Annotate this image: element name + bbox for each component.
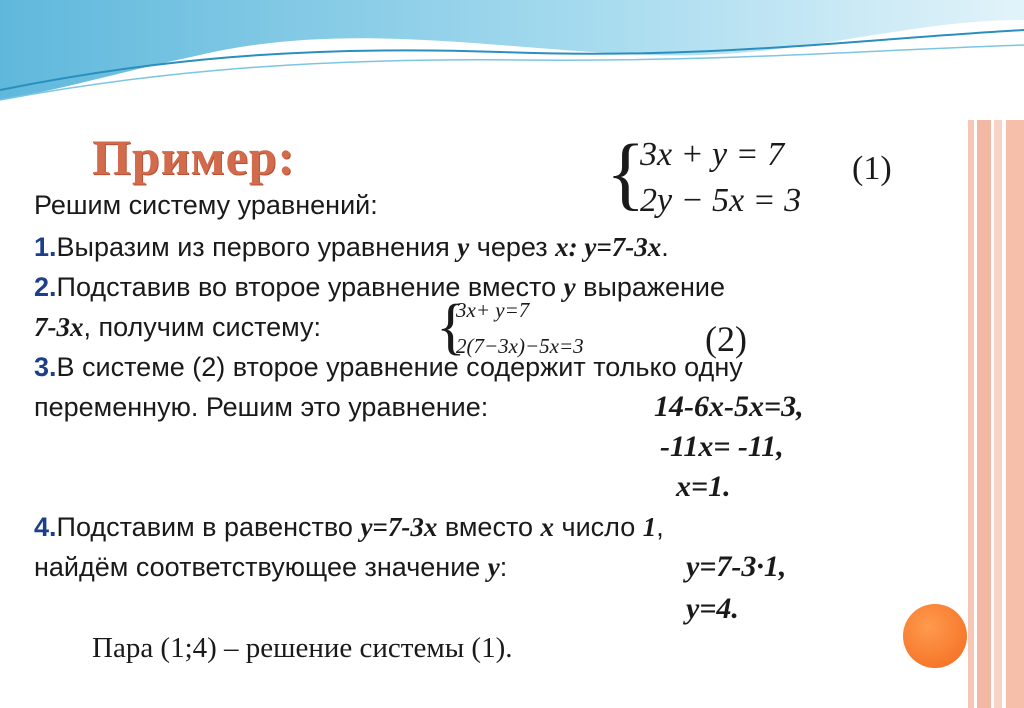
conclusion: Пара (1;4) – решение системы (1). [92,632,513,664]
step-1: 1.Выразим из первого уравнения y через x: y=7-3x. [34,232,669,262]
system1-eq1: 3x + y = 7 [640,136,785,173]
step-2-cont: 7-3x, получим систему: [34,312,322,342]
accent-dot [903,604,967,668]
system2-eq1: 3x+ y=7 [456,298,530,322]
system1-eq2: 2y − 5x = 3 [640,182,802,219]
step-number: 1. [34,232,57,262]
step-number: 4. [34,512,57,542]
system2-label: (2) [705,319,747,359]
step-number: 3. [34,352,57,382]
step-4-cont: найдём соответствующее значение y: [34,552,508,582]
step-4: 4.Подставим в равенство y=7-3x вместо x число 1, [34,512,664,542]
intro-text: Решим систему уравнений: [34,190,378,220]
step-3-eq-c: x=1. [676,470,731,503]
step-4-eq-a: y=7-3·1, [686,550,787,583]
system1-label: (1) [852,150,892,187]
step-2: 2.Подставив во второе уравнение вместо y выражение [34,272,725,302]
step-3-cont: переменную. Решим это уравнение: [34,392,489,422]
step-4-eq-b: y=4. [686,592,739,625]
system2-brace: { [436,293,466,361]
step-3: 3.В системе (2) второе уравнение содержит только одну [34,352,743,382]
slide-title: Пример: [92,129,296,185]
step-3-eq-b: -11x= -11, [660,430,784,463]
step-number: 2. [34,272,57,302]
system2-eq2: 2(7−3x)−5x=3 [456,334,584,358]
system1-brace: { [606,127,646,218]
step-3-eq-a: 14-6x-5x=3, [654,390,804,423]
